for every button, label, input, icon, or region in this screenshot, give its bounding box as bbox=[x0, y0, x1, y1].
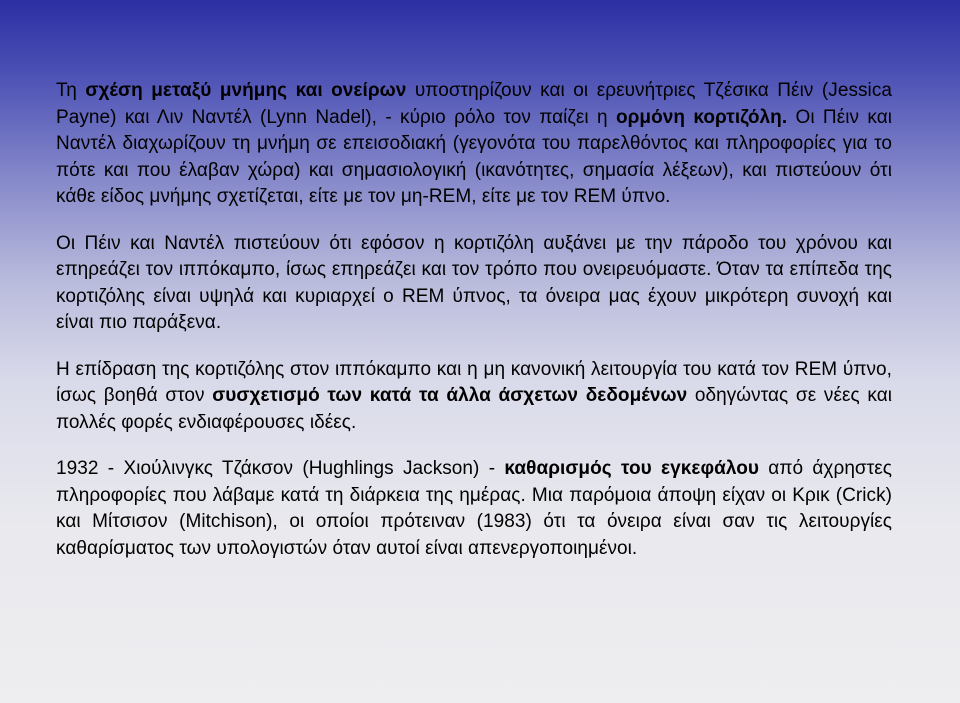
text-segment: υποστηρίζουν και οι ερευνήτριες Τζέσικα Πέιν (Jessica Payne) και Λιν Ναντέλ (Lynn Nadel), - κύριο ρόλο τον παίζει η bbox=[56, 80, 892, 128]
text-segment: Η επίδραση της κορτιζόλης στον ιππόκαμπο και η μη κανονική λειτουργία του κατά τον REM ύπνο, ίσως βοηθά στον bbox=[56, 358, 892, 406]
bold-phrase: συσχετισμό των κατά τα άλλα άσχετων δεδομένων bbox=[212, 385, 688, 406]
text-segment: Τη bbox=[56, 80, 86, 101]
text-segment: οδηγώντας σε νέες και πολλές φορές ενδιαφέρουσες ιδέες. bbox=[56, 385, 892, 433]
paragraph-hippocampus-effect bbox=[56, 357, 892, 437]
bold-phrase: ορμόνη κορτιζόλη. bbox=[615, 106, 788, 128]
text-segment: 1932 - Χιούλινγκς Τζάκσον (Hughlings Jackson) - bbox=[56, 458, 505, 479]
text-segment: Οι Πέιν και Ναντέλ πιστεύουν ότι εφόσον η κορτιζόλη αυξάνει με την πάροδο του χρόνου και επηρεάζει τον ιππόκαμπο, ίσως επηρεάζει και τον τρόπο που ονειρευόμαστε. Όταν τα επίπεδα της κορτιζόλης είναι υψηλά και κυριαρχεί ο REM ύπνος, τα όνειρα μας έχουν μικρότερη συνοχή και είναι πιο παράξενα. bbox=[56, 232, 892, 333]
paragraph-brain-cleaning bbox=[56, 456, 892, 562]
paragraph-cortisol-dreams bbox=[56, 231, 892, 337]
bold-phrase: σχέση μεταξύ μνήμης και ονείρων bbox=[85, 80, 407, 101]
slide-body bbox=[56, 78, 892, 582]
paragraph-memory-dreams bbox=[56, 78, 892, 211]
bold-phrase: καθαρισμός του εγκεφάλου bbox=[504, 458, 759, 479]
text-segment: Οι Πέιν και Ναντέλ διαχωρίζουν τη μνήμη σε επεισοδιακή (γεγονότα του παρελθόντος και πληροφορίες για το πότε και που έλαβαν χώρα) και σημασιολογική (ικανότητες, σημασία λέξεων), και πιστεύουν ότι κάθε είδος μνήμης σχετίζεται, είτε με τον μη-REM, είτε με τον REM ύπνο. bbox=[56, 106, 893, 207]
text-segment: από άχρηστες πληροφορίες που λάβαμε κατά τη διάρκεια της ημέρας. Μια παρόμοια άποψη είχαν οι Κρικ (Crick) και Μίτσισον (Mitchison), οι οποίοι πρότειναν (1983) ότι τα όνειρα είναι σαν τις λειτουργίες καθαρίσματος των υπολογιστών όταν αυτοί είναι απενεργοποιημένοι. bbox=[56, 458, 892, 559]
